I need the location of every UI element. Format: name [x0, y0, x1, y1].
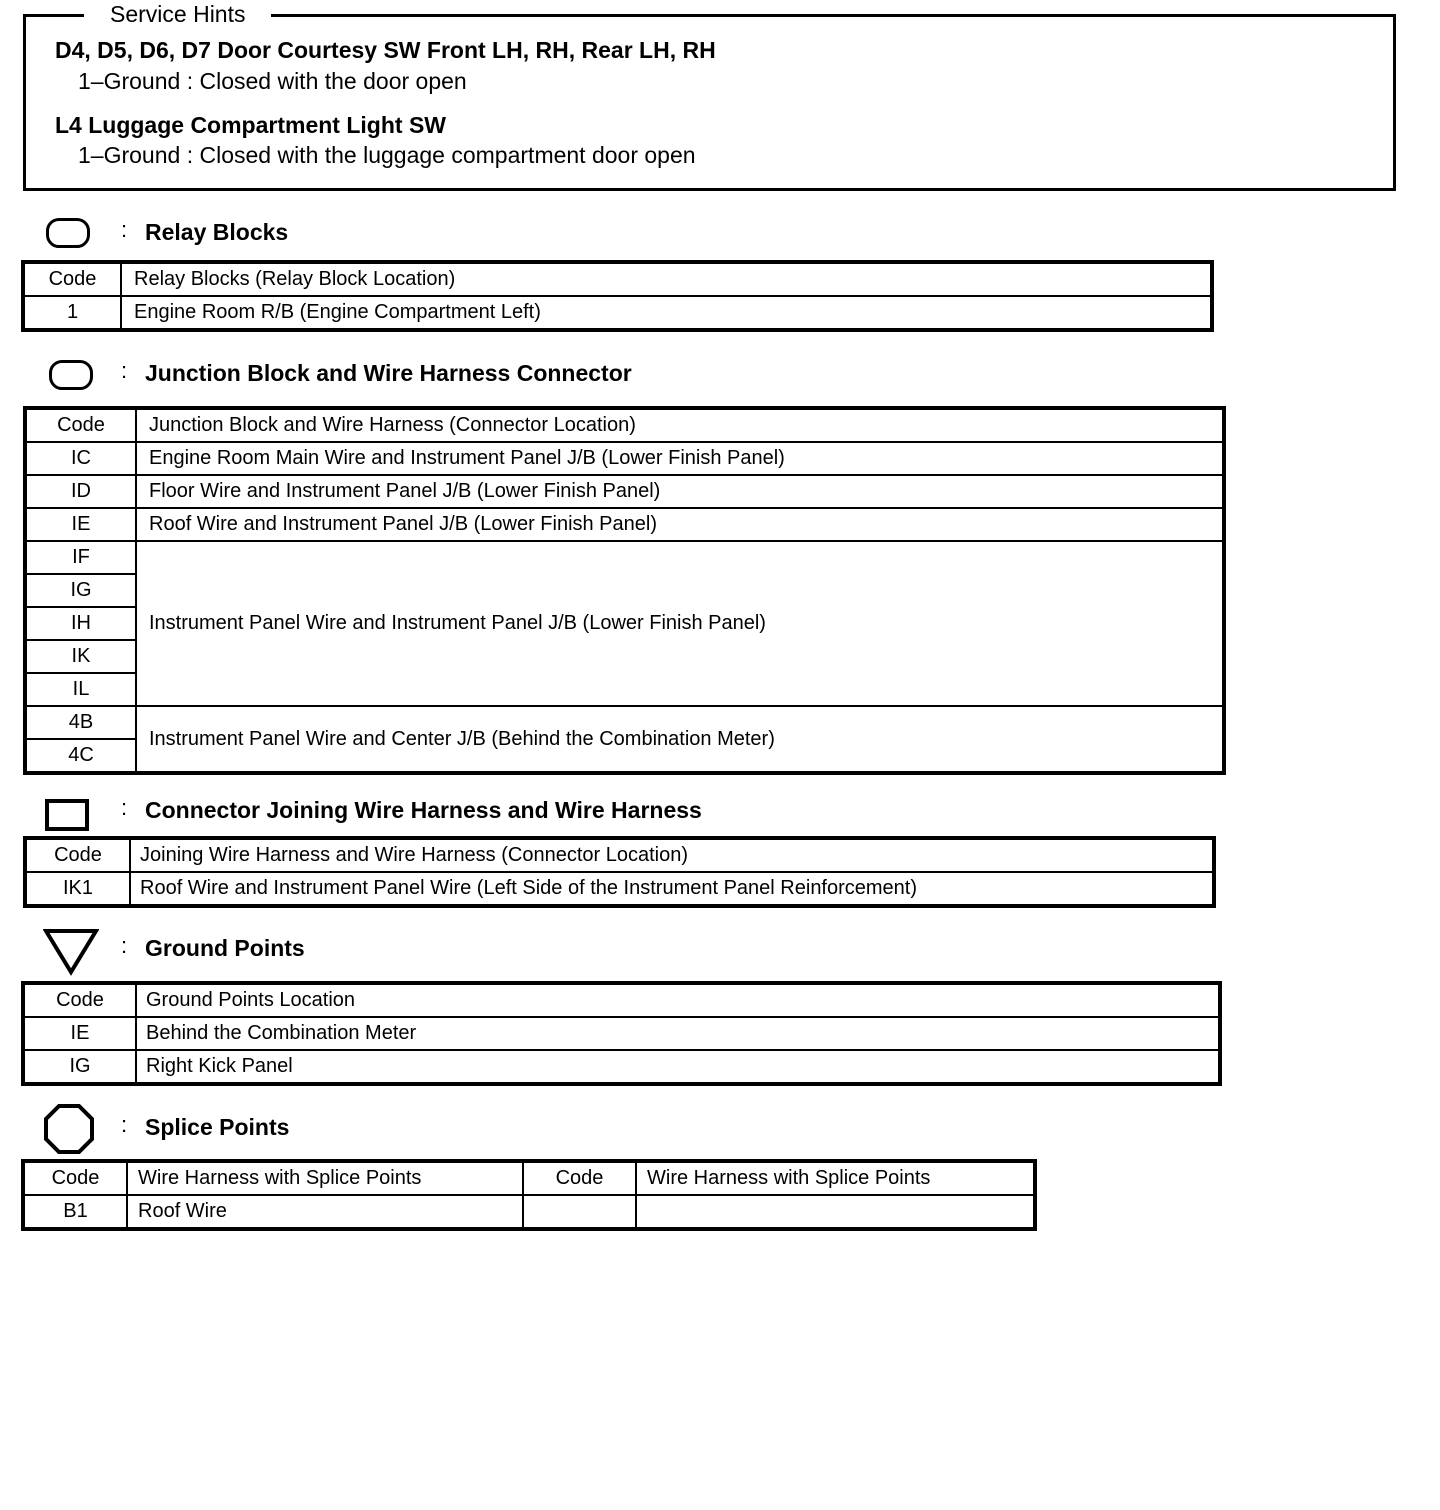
connector-joining-table — [25, 838, 1214, 906]
table-header-row — [26, 409, 1223, 442]
service-hints-title: Service Hints — [84, 1, 271, 27]
column-header-code: Code — [523, 1162, 636, 1195]
column-header-code: Code — [24, 984, 136, 1017]
column-header-location: Ground Points Location — [136, 984, 1219, 1017]
table-row — [26, 475, 1223, 508]
hint-detail-door-courtesy: 1–Ground : Closed with the door open — [78, 68, 467, 94]
cell-code: IK1 — [26, 872, 130, 905]
cell-location: Engine Room Main Wire and Instrument Panel J/B (Lower Finish Panel) — [136, 442, 1223, 475]
column-header-code: Code — [24, 263, 121, 296]
hint-heading-door-courtesy: D4, D5, D6, D7 Door Courtesy SW Front LH, RH, Rear LH, RH — [55, 37, 716, 63]
connector-joining-title: Connector Joining Wire Harness and Wire Harness — [145, 797, 702, 823]
cell-code: IG — [26, 574, 136, 607]
cell-location: Roof Wire and Instrument Panel J/B (Lower Finish Panel) — [136, 508, 1223, 541]
table-row — [24, 1195, 1034, 1228]
octagon-icon — [43, 1103, 95, 1155]
table-row — [24, 1050, 1219, 1083]
cell-code: IH — [26, 607, 136, 640]
column-header-code: Code — [26, 409, 136, 442]
cell-code: IC — [26, 442, 136, 475]
cell-code: IE — [24, 1017, 136, 1050]
relay-blocks-title: Relay Blocks — [145, 219, 289, 245]
column-header-location: Junction Block and Wire Harness (Connector Location) — [136, 409, 1223, 442]
cell-code: IE — [26, 508, 136, 541]
cell-code: 4B — [26, 706, 136, 739]
table-row — [26, 706, 1223, 739]
splice-points-title: Splice Points — [145, 1114, 290, 1140]
table-row — [24, 296, 1211, 329]
relay-blocks-table — [23, 262, 1212, 330]
table-header-row — [24, 1162, 1034, 1195]
splice-points-table — [23, 1161, 1035, 1229]
section-colon: : — [121, 795, 128, 820]
column-header-code: Code — [24, 1162, 127, 1195]
hint-detail-luggage-light: 1–Ground : Closed with the luggage compartment door open — [78, 142, 696, 168]
junction-block-table — [25, 408, 1224, 773]
column-header-code: Code — [26, 839, 130, 872]
section-colon: : — [121, 1112, 128, 1137]
column-header-wire-harness: Wire Harness with Splice Points — [127, 1162, 523, 1195]
column-header-wire-harness: Wire Harness with Splice Points — [636, 1162, 1034, 1195]
cell-location: Roof Wire and Instrument Panel Wire (Left Side of the Instrument Panel Reinforcement) — [130, 872, 1213, 905]
cell-location: Floor Wire and Instrument Panel J/B (Lower Finish Panel) — [136, 475, 1223, 508]
section-colon: : — [121, 358, 128, 383]
cell-code: IF — [26, 541, 136, 574]
ground-points-table — [23, 983, 1220, 1084]
rounded-rectangle-icon — [49, 360, 93, 390]
table-header-row — [24, 263, 1211, 296]
cell-location: Instrument Panel Wire and Center J/B (Behind the Combination Meter) — [136, 706, 1223, 772]
cell-location: Right Kick Panel — [136, 1050, 1219, 1083]
column-header-location: Relay Blocks (Relay Block Location) — [121, 263, 1211, 296]
cell-wire-harness: Roof Wire — [127, 1195, 523, 1228]
cell-code: ID — [26, 475, 136, 508]
table-row — [24, 1017, 1219, 1050]
cell-location: Instrument Panel Wire and Instrument Panel J/B (Lower Finish Panel) — [136, 541, 1223, 706]
table-row — [26, 541, 1223, 574]
cell-code — [523, 1195, 636, 1228]
table-header-row — [24, 984, 1219, 1017]
cell-location: Engine Room R/B (Engine Compartment Left) — [121, 296, 1211, 329]
table-row — [26, 872, 1213, 905]
cell-location: Behind the Combination Meter — [136, 1017, 1219, 1050]
cell-code: IG — [24, 1050, 136, 1083]
table-row — [26, 442, 1223, 475]
cell-code: IL — [26, 673, 136, 706]
rounded-rectangle-icon — [46, 218, 90, 248]
cell-code: 1 — [24, 296, 121, 329]
table-row — [26, 508, 1223, 541]
hint-heading-luggage-light: L4 Luggage Compartment Light SW — [55, 112, 446, 138]
table-header-row — [26, 839, 1213, 872]
section-colon: : — [121, 933, 128, 958]
cell-wire-harness — [636, 1195, 1034, 1228]
junction-block-title: Junction Block and Wire Harness Connector — [145, 360, 632, 386]
column-header-location: Joining Wire Harness and Wire Harness (Connector Location) — [130, 839, 1213, 872]
ground-points-title: Ground Points — [145, 935, 305, 961]
cell-code: 4C — [26, 739, 136, 772]
section-colon: : — [121, 217, 128, 242]
cell-code: IK — [26, 640, 136, 673]
cell-code: B1 — [24, 1195, 127, 1228]
square-icon — [45, 799, 89, 831]
triangle-down-icon — [43, 928, 99, 976]
